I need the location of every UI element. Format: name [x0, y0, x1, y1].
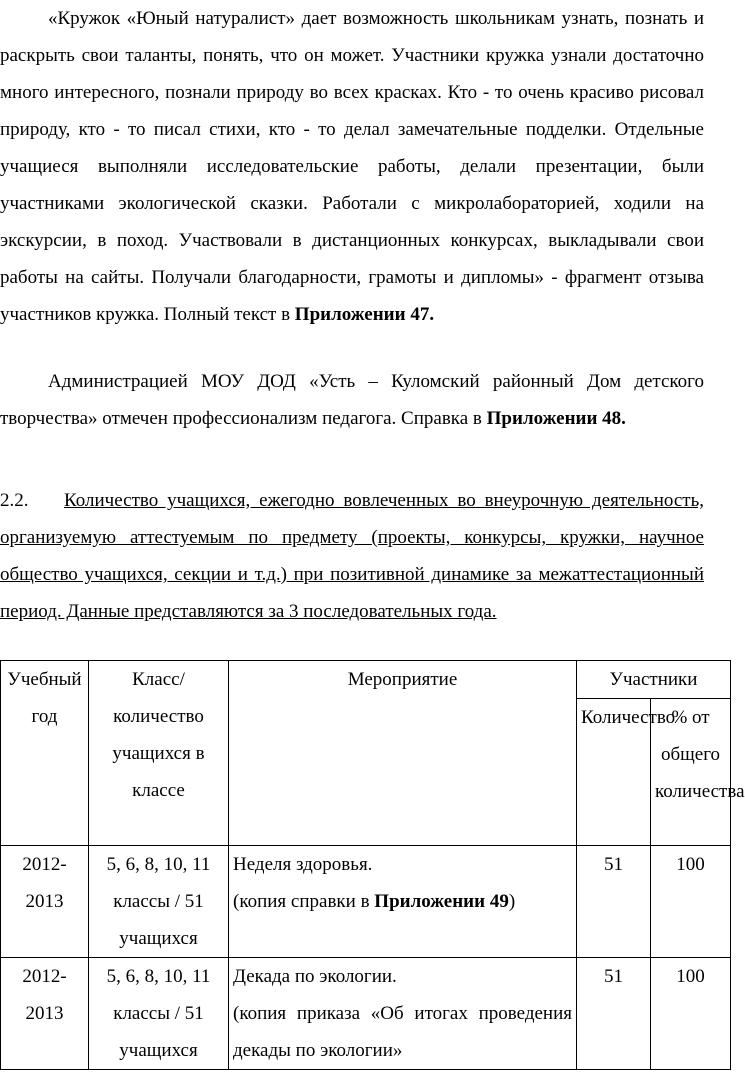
- event-note: (копия приказа «Об итогах проведения декады по экологии»: [233, 1003, 572, 1061]
- cell-percent: 100: [651, 846, 731, 958]
- event-title: Неделя здоровья.: [233, 854, 373, 875]
- cell-year: 2012-2013: [1, 958, 89, 1070]
- header-count: Количество: [577, 699, 651, 846]
- cell-class: 5, 6, 8, 10, 11 классы / 51 учащихся: [89, 846, 229, 958]
- paragraph-review-appendix: Приложении 47.: [294, 304, 435, 325]
- cell-percent: 100: [651, 958, 731, 1070]
- event-note: (копия справки в: [233, 891, 375, 912]
- cell-year: 2012-2013: [1, 846, 89, 958]
- section-heading: Количество учащихся, ежегодно вовлеченных во внеурочную деятельность, организуемую аттестуемым по предмету (проекты, конкурсы, кружки, научное общество учащихся, секции и т.д.) при позитивной динамике за межаттестационный период. Данные представляются за 3 последовательных года.: [0, 490, 705, 622]
- section-2-2: [0, 482, 704, 630]
- activity-table: [0, 660, 745, 1070]
- table-row: [1, 846, 731, 958]
- paragraph-review-text: «Кружок «Юный натуралист» дает возможность школьникам узнать, познать и раскрыть свои таланты, понять, что он может. Участники кружка узнали достаточно много интересного, познали природу во всех красках. Кто - то очень красиво рисовал природу, кто - то писал стихи, кто - то делал замечательные подделки. Отдельные учащиеся выполняли исследовательские работы, делали презентации, были участниками экологической сказки. Работали с микролабораторией, ходили на экскурсии, в поход. Участвовали в дистанционных конкурсах, выкладывали свои работы на сайты. Получали благодарности, грамоты и дипломы» - фрагмент отзыва участников кружка. Полный текст в: [0, 8, 704, 325]
- event-note-appendix: Приложении 49: [374, 891, 509, 912]
- table-header-row: [1, 661, 731, 699]
- event-title: Декада по экологии.: [233, 966, 397, 987]
- header-class: Класс/ количество учащихся в классе: [89, 661, 229, 846]
- section-number: 2.2.: [0, 490, 29, 511]
- cell-count: 51: [577, 846, 651, 958]
- header-event: Мероприятие: [229, 661, 577, 846]
- paragraph-administration-text: Администрацией МОУ ДОД «Усть – Куломский районный Дом детского творчества» отмечен профессионализм педагога. Справка в: [0, 371, 704, 429]
- cell-event: [229, 846, 577, 958]
- header-percent: % от общего количества: [651, 699, 731, 846]
- header-participants: Участники: [577, 661, 731, 699]
- header-year: Учебный год: [1, 661, 89, 846]
- cell-class: 5, 6, 8, 10, 11 классы / 51 учащихся: [89, 958, 229, 1070]
- paragraph-review: [0, 0, 704, 333]
- paragraph-administration-appendix: Приложении 48.: [486, 408, 626, 429]
- cell-event: [229, 958, 577, 1070]
- cell-count: 51: [577, 958, 651, 1070]
- table-row: [1, 958, 731, 1070]
- paragraph-administration: [0, 363, 704, 437]
- event-note-suffix: ): [508, 891, 516, 912]
